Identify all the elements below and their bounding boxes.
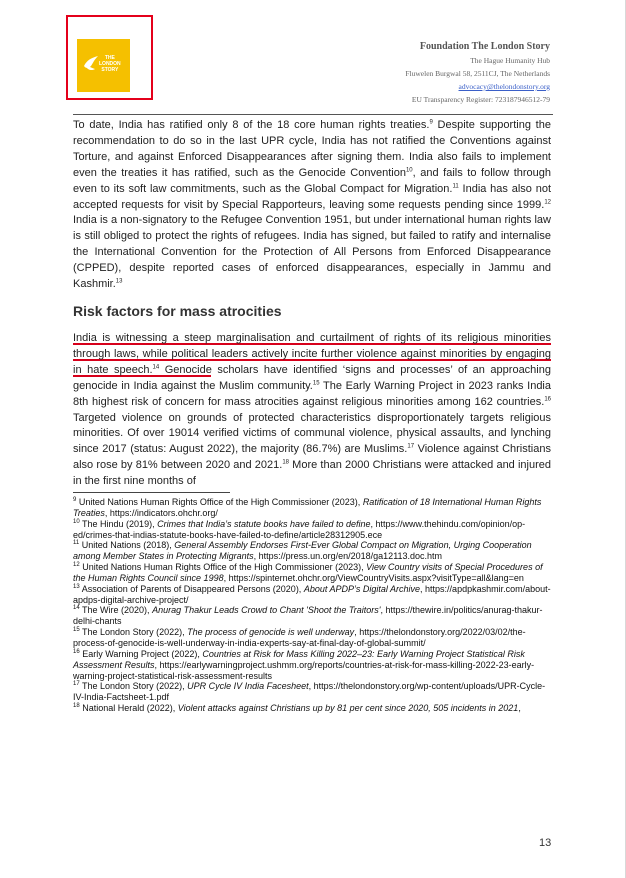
paragraph-risk-factors: India is witnessing a steep marginalisation and curtailment of rights of its religious minorities through laws, while political leaders actively incite further violence against minorities by engaging in hate speech.$^{14}$ Genocide scholars have identified ‘signs and processes’ of an approaching genocide in India against the Muslim community.$^{15}$ The Early Warning Project in 2023 ranks India 8th highest risk of concern for mass atrocities against religious minorities among 162 countries.$^{16}$ Targeted violence on grounds of protected characteristics disproportionately targets religious minorities. Of over 19014 verified victims of communal violence, physical assaults, and lynching since 2017 (status: August 2022), the majority (86.7%) are Muslims.$^{17}$ Violence against Christians also rose by 81% between 2020 and 2021.18 More than 2000 Christians were attacked and injured in the first nine months of: [73, 332, 551, 488]
org-eu-register: EU Transparency Register: 723187946512-79: [411, 95, 550, 104]
org-email-link[interactable]: advocacy@thelondonstory.org: [458, 82, 550, 91]
london-story-logo: [77, 39, 130, 92]
dove-icon: [82, 54, 100, 74]
footnotes: [73, 497, 553, 714]
page-number: 13: [539, 837, 552, 849]
footnote: $^{12}$ United Nations Human Rights Office of the High Commissioner (2023), View Country visits of Special Procedures of the Human Rights Council since 1998, https://spinternet.ohchr.org/ViewCountryVisits.aspx?visitType=all&lang=en: [73, 562, 543, 583]
logo-text: THE LONDON STORY: [99, 55, 121, 73]
org-address-block: [405, 40, 550, 106]
footnote: $^9$ United Nations Human Rights Office of the High Commissioner (2023), Ratification of 18 International Human Rights Treaties, https://indicators.ohchr.org/: [73, 497, 542, 518]
footnote: $^{18}$ National Herald (2022), Violent attacks against Christians up by 81 per cent since 2020, 505 incidents in 2021,: [73, 703, 521, 714]
footnote-divider: [73, 492, 230, 493]
footnote: $^{11}$ United Nations (2018), General Assembly Endorses First-Ever Global Compact on Migration, Urging Cooperation among Member States in Protecting Migrants, https://press.un.org/en/2018/ga12113.doc.htm: [73, 540, 532, 562]
footnote: $^{17}$ The London Story (2022), UPR Cycle IV India Facesheet, https://thelondonstory.org/wp-content/uploads/UPR-Cycle-IV-India-Factsheet-1.pdf: [73, 681, 546, 703]
footnote: $^{15}$ The London Story (2022), The process of genocide is well underway, https://thelondonstory.org/2022/03/02/the-process-of-genocide-is-well-underway-in-india-experts-say-at-final-day-of-global-summit/: [73, 627, 526, 648]
org-line2: Fluwelen Burgwal 58, 2511CJ, The Netherlands: [405, 69, 550, 78]
org-name: Foundation The London Story: [419, 41, 550, 52]
footnote: $^{16}$ Early Warning Project (2022), Countries at Risk for Mass Killing 2022–23: Early Warning Project Statistical Risk Assessment Results, https://earlywarningproject.ushmm.org/reports/countries-at-risk-for-mass-killing-2022-23-early-warning-project-statistical-risk-assessment-results: [73, 648, 535, 681]
footnote: $^{13}$ Association of Parents of Disappeared Persons (2020), About APDP’s Digital Archive, https://apdpkashmir.com/about-apdps-digital-archive-project/: [73, 583, 551, 605]
footnote: $^{14}$ The Wire (2020), Anurag Thakur Leads Crowd to Chant 'Shoot the Traitors', https://thewire.in/politics/anurag-thakur-delhi-chants: [73, 605, 543, 627]
header-divider: [73, 114, 553, 115]
org-line1: The Hague Humanity Hub: [470, 56, 550, 65]
section-heading: Risk factors for mass atrocities: [73, 303, 282, 319]
paragraph-treaties: To date, India has ratified only 8 of the 18 core human rights treaties.$^9$ Despite supporting the recommendation to do so in the last UPR cycle, India has not ratified the Conventions against Torture, and against Enforced Disappearances after signing them. India also fails to implement even the treaties it has ratified, such as the Genocide Convention$^{10}$, and fails to follow through even to its soft law commitments, such as the Global Compact for Migration.$^{11}$ India has also not accepted requests for visit by Special Rapporteurs, leaving some requests pending since 1999.12 India is a non-signatory to the Refugee Convention 1951, but under international human rights law is still obliged to protect the rights of refugees. India has signed, but failed to ratify and internalise the International Convention for the Protection of All Persons from Enforced Disappearance (CPPED), despite reported cases of enforced disappearances, especially in Jammu and Kashmir.$^{13}$: [73, 119, 552, 291]
footnote: $^{10}$ The Hindu (2019), Crimes that India’s statute books have failed to define, https://www.thehindu.com/opinion/op-ed/crimes-that-indias-statute-books-have-failed-to-define/article28312905.ece: [73, 518, 526, 540]
